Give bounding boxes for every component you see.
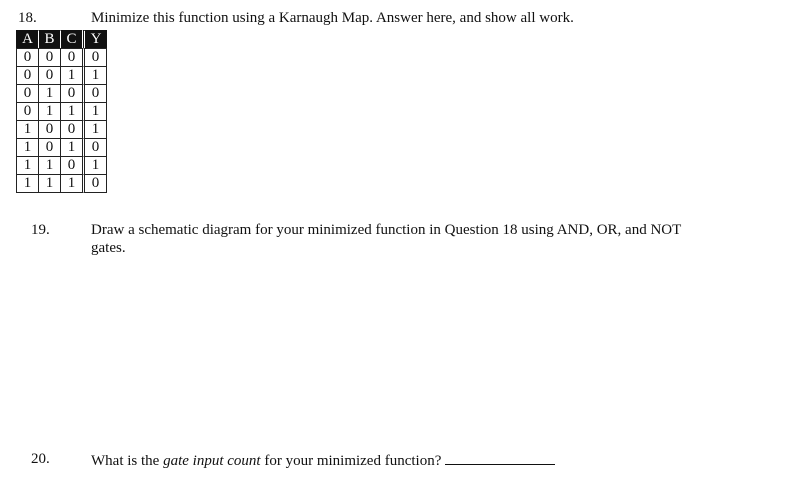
cell-a: 0: [16, 66, 38, 84]
table-row: [16, 138, 107, 156]
cell-a: 1: [16, 138, 38, 156]
answer-blank-line[interactable]: [445, 450, 555, 465]
cell-y: 1: [82, 156, 107, 174]
cell-c: 1: [60, 174, 82, 193]
question-20-number: 20.: [31, 451, 50, 467]
cell-b: 0: [38, 138, 60, 156]
question-19-number: 19.: [31, 222, 50, 238]
cell-a: 0: [16, 102, 38, 120]
cell-b: 1: [38, 102, 60, 120]
cell-y: 0: [82, 48, 107, 66]
cell-a: 0: [16, 84, 38, 102]
cell-y: 0: [82, 84, 107, 102]
cell-c: 0: [60, 156, 82, 174]
header-c: C: [60, 30, 82, 48]
cell-y: 1: [82, 120, 107, 138]
question-18-number: 18.: [18, 10, 37, 26]
cell-a: 0: [16, 48, 38, 66]
cell-b: 0: [38, 66, 60, 84]
question-18-text: Minimize this function using a Karnaugh Map. Answer here, and show all work.: [91, 10, 574, 26]
question-19-line-1: Draw a schematic diagram for your minimized function in Question 18 using AND, OR, and NOT: [91, 222, 682, 238]
cell-c: 0: [60, 84, 82, 102]
question-20-emphasis: gate input count: [163, 453, 261, 469]
question-20-text: [91, 450, 555, 470]
table-row: [16, 120, 107, 138]
cell-a: 1: [16, 156, 38, 174]
table-row: [16, 84, 107, 102]
cell-y: 1: [82, 66, 107, 84]
table-row: [16, 102, 107, 120]
question-19-line-2: gates.: [91, 240, 126, 256]
cell-y: 1: [82, 102, 107, 120]
question-19-text: [91, 221, 681, 257]
table-row: [16, 174, 107, 193]
cell-b: 1: [38, 156, 60, 174]
cell-c: 1: [60, 102, 82, 120]
cell-y: 0: [82, 174, 107, 193]
truth-table: [16, 30, 107, 193]
header-y: Y: [82, 30, 107, 48]
truth-table-header-row: [16, 30, 107, 48]
cell-a: 1: [16, 120, 38, 138]
header-b: B: [38, 30, 60, 48]
cell-b: 1: [38, 174, 60, 193]
cell-a: 1: [16, 174, 38, 193]
question-20-prefix: What is the: [91, 453, 164, 469]
cell-y: 0: [82, 138, 107, 156]
cell-c: 0: [60, 120, 82, 138]
header-a: A: [16, 30, 38, 48]
cell-c: 1: [60, 66, 82, 84]
cell-c: 1: [60, 138, 82, 156]
table-row: [16, 48, 107, 66]
cell-b: 0: [38, 120, 60, 138]
cell-b: 0: [38, 48, 60, 66]
cell-c: 0: [60, 48, 82, 66]
question-20-suffix: for your minimized function?: [260, 453, 442, 469]
cell-b: 1: [38, 84, 60, 102]
table-row: [16, 156, 107, 174]
table-row: [16, 66, 107, 84]
